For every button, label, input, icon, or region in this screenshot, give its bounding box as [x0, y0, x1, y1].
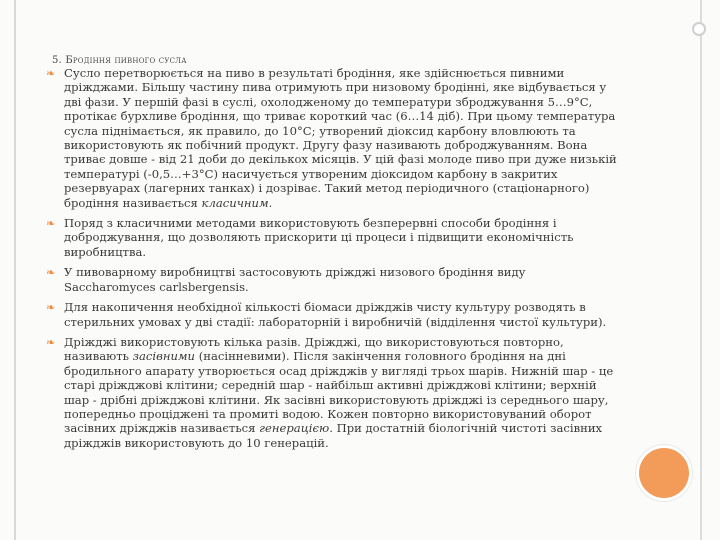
fleuron-icon: ❧ [46, 301, 56, 315]
list-item [46, 300, 618, 329]
item-text: Сусло перетворюється на пиво в результаті бродіння, яке здійснюється пивними дріжджами. Більшу частину пива отримують при низовому бродінні, яке відбувається у дві фази. У першій фазі в суслі, охолодженому до температури зброджування 5…9°С, протікає бурхливе бродіння, що триває короткий час (6…14 діб). При цьому температура сусла піднімається, як правило, до 10°С; утворений діоксид карбону вловлюють та використовують як побічний продукт. Другу фазу називають доброджуванням. Вона триває довше - від 21 доби до декількох місяців. У цій фазі молоде пиво при дуже низькій температурі (-0,5…+3°С) насичується утвореним діоксидом карбону в закритих резервуарах (лагерних танках) і дозріває. Такий метод періодичного (стаціонарного) бродіння називається [64, 66, 617, 210]
list-item [46, 265, 618, 294]
item-italic: засівними [132, 349, 196, 364]
orange-circle-decoration [639, 448, 689, 498]
item-text: Для накопичення необхідної кількості біомаси дріжджів чисту культуру розводять в стерильних умовах у дві стадії: лабораторній і виробничій (відділення чистої культури). [64, 300, 607, 329]
list-item [46, 335, 618, 450]
item-italic: класичним [201, 195, 269, 210]
item-text: Дріжджі використовують кілька разів. Дріжджі, що використовуються повторно, називають [64, 334, 564, 364]
fleuron-icon: ❧ [46, 217, 56, 231]
slide-title [52, 55, 187, 66]
slide-title-number: 5. [52, 55, 62, 66]
slide-title-text: Бродіння пивного сусла [65, 55, 187, 66]
list-item [46, 66, 618, 210]
left-frame-line [14, 0, 16, 540]
fleuron-icon: ❧ [46, 335, 56, 349]
corner-ring-decoration [692, 22, 706, 36]
item-italic-2: генерацією [259, 421, 330, 436]
item-text-end: . При достатній біологічній чистоті засівних дріжджів використовують до 10 генерацій. [64, 421, 603, 450]
item-text-end: . [268, 195, 273, 210]
item-text: У пивоварному виробництві застосовують дріжджі низового бродіння виду Saccharomyces carlsbergensis. [64, 265, 526, 294]
fleuron-icon: ❧ [46, 67, 56, 80]
right-frame-line [700, 0, 702, 540]
item-text: Поряд з класичними методами використовують безперервні способи бродіння і доброджування, що дозволяють прискорити ці процеси і підвищити економічність виробництва. [64, 216, 574, 259]
bullet-list [46, 66, 618, 456]
item-text-mid: (насінневими). Після закінчення головного бродіння на дні бродильного апарату утворюється осад дріжджів у вигляді трьох шарів. Нижній шар - це старі дріжджові клітини; середній шар - найбільш активні дріжджові клітини; верхній шар - дрібні дріжджові клітини. Як засівні використовують дріжджі із середнього шару, попередньо проціджені та промиті водою. Кожен повторно використовуваний оборот засівних дріжджів називається [64, 349, 614, 436]
fleuron-icon: ❧ [46, 266, 56, 280]
list-item [46, 216, 618, 259]
